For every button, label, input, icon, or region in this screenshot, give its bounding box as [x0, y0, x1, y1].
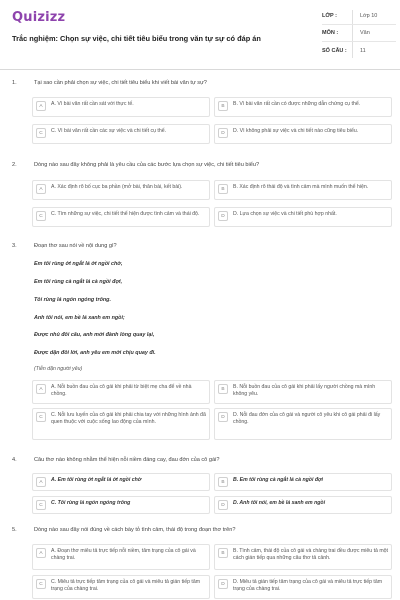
answer-option-d[interactable] — [214, 496, 392, 514]
meta-label: MÔN : — [322, 30, 339, 36]
question-number: 1. — [12, 80, 17, 86]
option-letter: B — [218, 101, 228, 111]
meta-value: Văn — [360, 30, 370, 36]
meta-label: LỚP : — [322, 13, 337, 19]
option-text: C. Miêu tả trực tiếp tâm trạng của cô gái và miêu tả gián tiếp tâm trạng của chàng trai. — [51, 579, 201, 593]
option-letter: B — [218, 477, 228, 487]
answer-option-b[interactable] — [214, 473, 392, 491]
answer-option-b[interactable] — [214, 544, 392, 570]
option-letter: B — [218, 548, 228, 558]
option-letter: C — [36, 500, 46, 510]
answer-option-d[interactable] — [214, 575, 392, 599]
answer-option-d[interactable] — [214, 408, 392, 440]
answer-option-c[interactable] — [32, 207, 210, 227]
option-letter: C — [36, 128, 46, 138]
option-letter: D — [218, 211, 228, 221]
page-title: Trắc nghiệm: Chọn sự việc, chi tiết tiêu biểu trong văn tự sự có đáp án — [12, 34, 261, 43]
answer-option-a[interactable] — [32, 97, 210, 117]
meta-value: Lớp 10 — [360, 13, 378, 19]
option-letter: A — [36, 384, 46, 394]
meta-subject-row — [322, 25, 396, 42]
option-text: D. Anh tôi nói, em bề lá xanh em ngồi — [233, 500, 326, 506]
option-text: C. Tìm những sự việc, chi tiết thể hiện được tình cảm và thái độ. — [51, 211, 200, 217]
answer-option-a[interactable] — [32, 180, 210, 200]
question-number: 5. — [12, 527, 17, 533]
answer-option-a[interactable] — [32, 544, 210, 570]
answer-option-d[interactable] — [214, 207, 392, 227]
question-number: 3. — [12, 243, 17, 249]
poem-line: Được dặn đôi lời, anh yêu em mới chịu quay đi. — [34, 350, 156, 356]
option-letter: A — [36, 548, 46, 558]
option-letter: D — [218, 579, 228, 589]
answer-option-b[interactable] — [214, 180, 392, 200]
option-text: C. Tôi rùng lá ngón ngóng trông — [51, 500, 131, 506]
question-number: 4. — [12, 457, 17, 463]
option-text: A. Em tôi rùng ớt ngắt lá ớt ngồi chờ — [51, 477, 142, 483]
question-number: 2. — [12, 162, 17, 168]
question-text: Tại sao cần phải chọn sự việc, chi tiết tiêu biểu khi viết bài văn tự sự? — [34, 80, 207, 86]
answer-option-c[interactable] — [32, 124, 210, 144]
page-header — [0, 0, 400, 70]
meta-class-row — [322, 8, 396, 25]
option-text: A. Xác định rõ bố cục ba phần (mở bài, thân bài, kết bài). — [51, 184, 183, 190]
option-letter: A — [36, 101, 46, 111]
option-text: D. Lựa chọn sự việc và chi tiết phù hợp nhất. — [233, 211, 337, 217]
option-text: B. Tình cảm, thái độ của cô gái và chàng trai đều được miêu tả một cách gián tiếp qua những câu thơ tả cảnh. — [233, 548, 388, 562]
poem-source: (Tiễn dặn người yêu) — [34, 366, 83, 372]
option-text: B. Em tôi rùng cà ngắt lá cà ngồi đợi — [233, 477, 323, 483]
answer-option-d[interactable] — [214, 124, 392, 144]
option-letter: C — [36, 579, 46, 589]
answer-option-b[interactable] — [214, 97, 392, 117]
poem-line: Em tôi rùng cà ngắt lá cà ngồi đợi, — [34, 279, 123, 285]
question-text: Dòng nào sau đây không phải là yêu cầu của các bước lựa chọn sự việc, chi tiết tiêu biểu? — [34, 162, 260, 168]
quizizz-logo: Quizizz — [12, 10, 66, 25]
option-text: C. Nỗi lưu luyến của cô gái khi phải chia tay với những hình ảnh đã quen thuộc với cuộc sống lao động của mình. — [51, 412, 206, 426]
option-letter: D — [218, 500, 228, 510]
option-text: B. Vì bài văn rất cần có được những dẫn chứng cụ thể. — [233, 101, 361, 107]
option-text: A. Đoạn thơ miêu tả trực tiếp nỗi niềm, tâm trạng của cô gái và chàng trai. — [51, 548, 196, 562]
answer-option-a[interactable] — [32, 473, 210, 491]
answer-option-c[interactable] — [32, 575, 210, 599]
option-text: D. Vì không phải sự việc và chi tiết nào cũng tiêu biểu. — [233, 128, 359, 134]
option-text: A. Nỗi buồn đau của cô gái khi phải từ biệt mẹ cha để về nhà chồng. — [51, 384, 192, 398]
answer-option-b[interactable] — [214, 380, 392, 404]
option-text: B. Nỗi buồn đau của cô gái khi phải lấy người chồng mà mình không yêu. — [233, 384, 376, 398]
question-text: Câu thơ nào không nhằm thể hiện nỗi niềm đáng cay, đau đớn của cô gái? — [34, 457, 220, 463]
option-letter: A — [36, 184, 46, 194]
meta-label: SỐ CÂU : — [322, 47, 347, 54]
poem-line: Được nhủ đôi câu, anh mới đành lòng quay lại, — [34, 332, 155, 338]
question-text: Dòng nào sau đây nói đúng về cách bày tỏ tình cảm, thái độ trong đoạn thơ trên? — [34, 527, 236, 533]
meta-value: 11 — [360, 47, 366, 54]
answer-option-c[interactable] — [32, 496, 210, 514]
poem-line: Tôi rùng lá ngón ngóng trông. — [34, 297, 111, 303]
answer-option-c[interactable] — [32, 408, 210, 440]
option-text: C. Vì bài văn rất cần các sự việc và chi tiết cụ thể. — [51, 128, 167, 134]
meta-count-row — [322, 42, 396, 59]
option-letter: B — [218, 184, 228, 194]
poem-line: Anh tôi nói, em bề lá xanh em ngồi; — [34, 315, 125, 321]
option-text: D. Miêu tả gián tiếp tâm trạng của cô gái và miêu tả trực tiếp tâm trạng của chàng trai. — [233, 579, 383, 593]
option-letter: B — [218, 384, 228, 394]
option-letter: C — [36, 412, 46, 422]
option-text: D. Nỗi đau đớn của cô gái và người cô yêu khi cô gái phải đi lấy chồng. — [233, 412, 381, 426]
meta-panel — [322, 8, 396, 59]
option-text: A. Vì bài văn rất cần sát với thực tế. — [51, 101, 134, 107]
option-letter: A — [36, 477, 46, 487]
option-letter: D — [218, 128, 228, 138]
option-letter: D — [218, 412, 228, 422]
option-text: B. Xác định rõ thái độ và tình cảm mà mình muốn thể hiện. — [233, 184, 369, 190]
option-letter: C — [36, 211, 46, 221]
poem-line: Em tôi rùng ớt ngắt lá ớt ngồi chờ, — [34, 261, 123, 267]
question-text: Đoạn thơ sau nói về nội dung gì? — [34, 243, 117, 249]
answer-option-a[interactable] — [32, 380, 210, 404]
